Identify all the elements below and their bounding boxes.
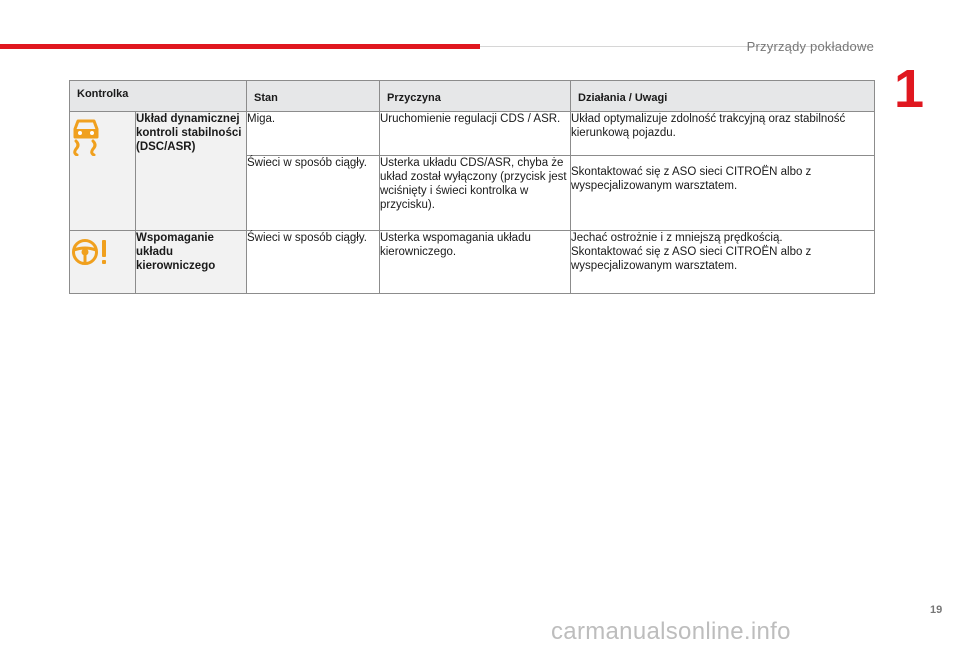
przyczyna-cell: Usterka układu CDS/ASR, chyba że układ został wyłączony (przycisk jest wciśnięty i świeci kontrolka w przycisku). [380,156,571,231]
icon-cell [70,231,136,294]
page-number: 19 [930,604,943,616]
action-line: Jechać ostrożnie i z mniejszą prędkością. [571,232,783,244]
dzialania-cell: Skontaktować się z ASO sieci CITROËN albo z wyspecjalizowanym warsztatem. [571,156,875,231]
header-accent-bar [0,44,480,49]
dsc-asr-skid-icon [70,118,102,160]
przyczyna-cell: Usterka wspomagania układu kierowniczego. [380,231,571,294]
dzialania-cell: Układ optymalizuje zdolność trakcyjną oraz stabilność kierunkową pojazdu. [571,112,875,156]
chapter-number: 1 [894,59,925,119]
dzialania-cell [571,231,875,294]
lamp-name: Układ dynamicznej kontroli stabilności (DSC/ASR) [136,112,247,231]
watermark: carmanualsonline.info [551,618,791,645]
lamp-name: Wspomaganie układu kierowniczego [136,231,247,294]
steering-wheel-warning-icon [70,237,110,271]
warning-lights-table [69,80,875,294]
col-header-stan: Stan [247,81,380,112]
col-header-kontrolka: Kontrolka [70,81,247,112]
stan-cell: Świeci w sposób ciągły. [247,156,380,231]
stan-cell: Miga. [247,112,380,156]
section-title: Przyrządy pokładowe [746,39,874,54]
col-header-dzialania: Działania / Uwagi [571,81,875,112]
icon-cell [70,112,136,231]
przyczyna-cell: Uruchomienie regulacji CDS / ASR. [380,112,571,156]
table-header-row [70,81,875,112]
action-line: Skontaktować się z ASO sieci CITROËN albo z wyspecjalizowanym warsztatem. [571,246,812,272]
col-header-przyczyna: Przyczyna [380,81,571,112]
stan-cell: Świeci w sposób ciągły. [247,231,380,294]
table-row [70,231,875,294]
table-row [70,112,875,156]
